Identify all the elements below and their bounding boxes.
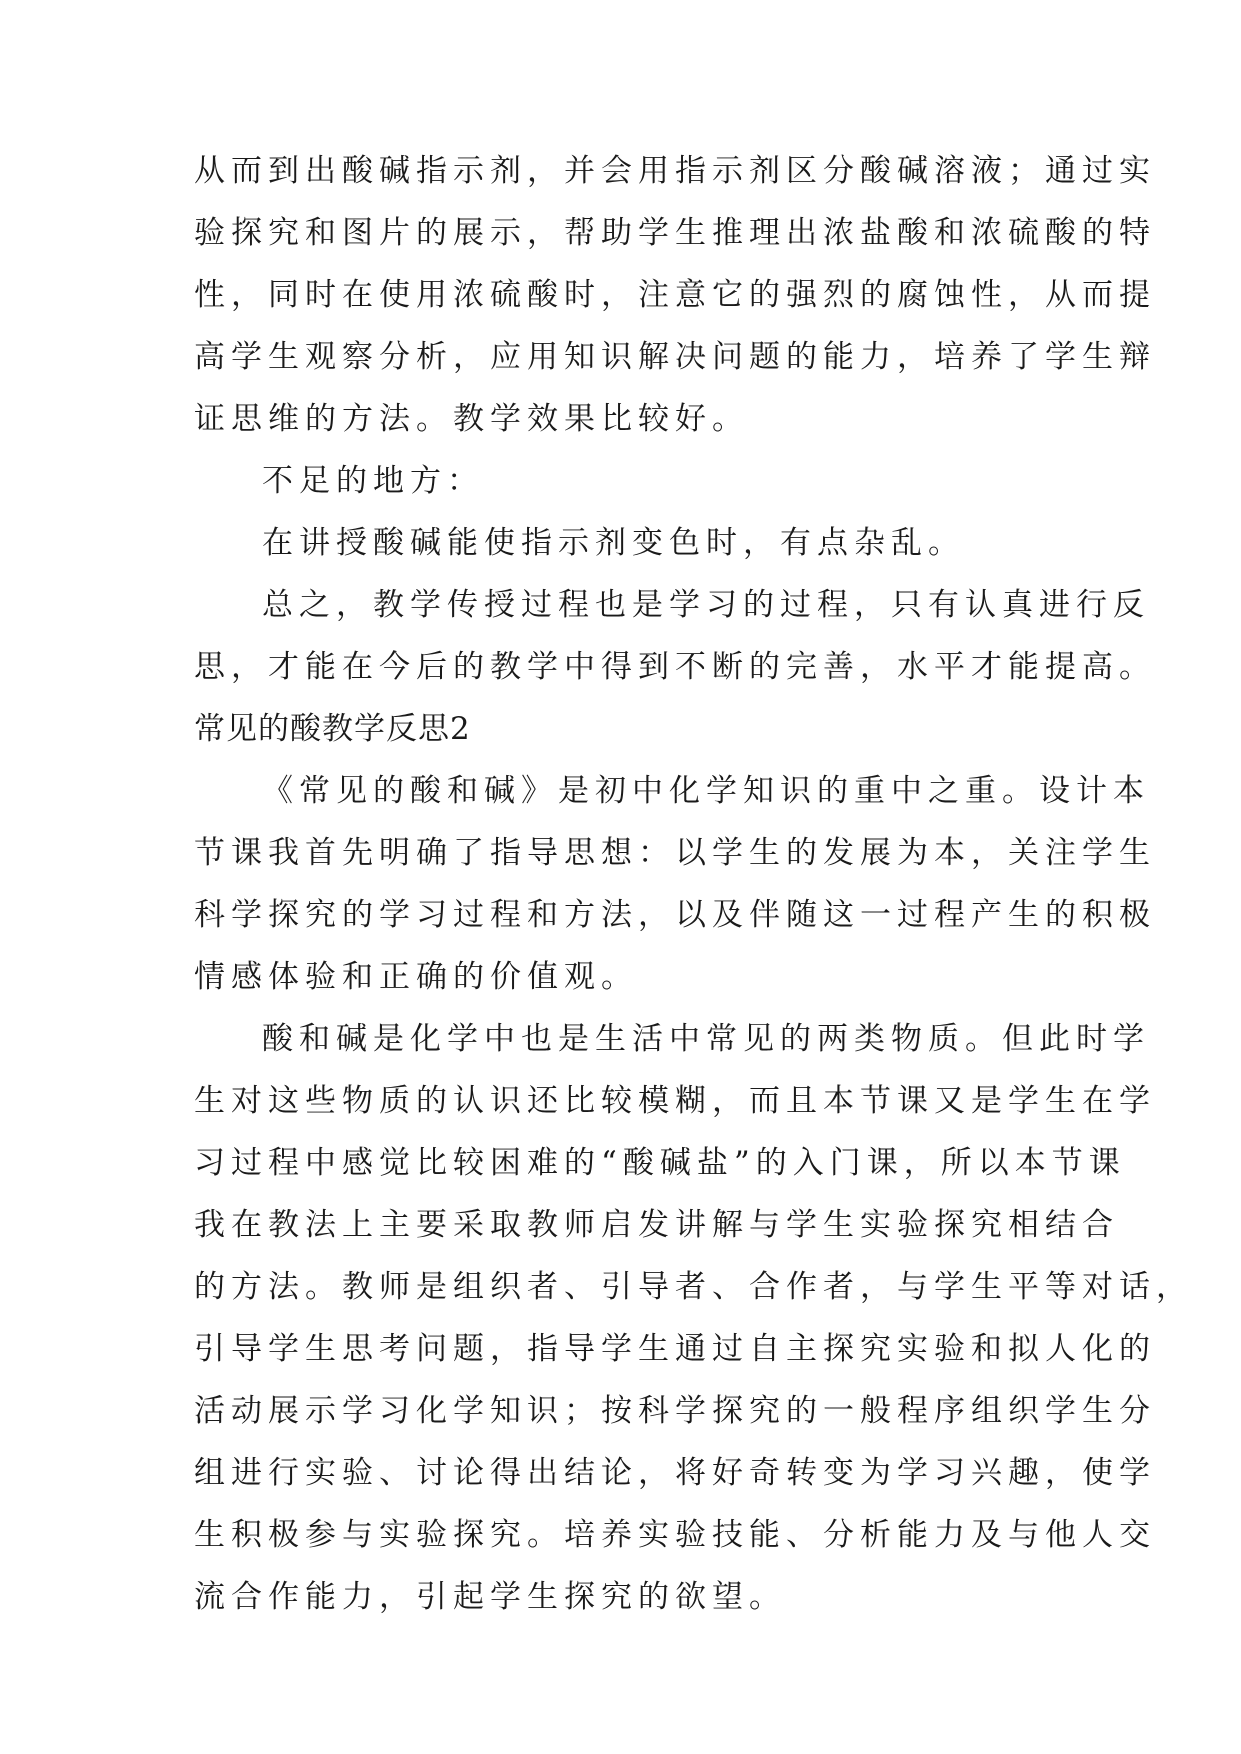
text-line: 性，同时在使用浓硫酸时，注意它的强烈的腐蚀性，从而提 — [194, 277, 1156, 313]
text-line: 酸和碱是化学中也是生活中常见的两类物质。但此时学 — [262, 1021, 1150, 1057]
section-heading: 常见的酸教学反思2 — [194, 711, 471, 747]
text-line: 生积极参与实验探究。培养实验技能、分析能力及与他人交 — [194, 1517, 1156, 1553]
text-line: 在讲授酸碱能使指示剂变色时，有点杂乱。 — [262, 525, 965, 561]
text-line: 引导学生思考问题，指导学生通过自主探究实验和拟人化的 — [194, 1331, 1156, 1367]
text-line: 习过程中感觉比较困难的“酸碱盐”的入门课，所以本节课 — [194, 1145, 1126, 1181]
text-line: 组进行实验、讨论得出结论，将好奇转变为学习兴趣，使学 — [194, 1455, 1156, 1491]
text-line: 思，才能在今后的教学中得到不断的完善，水平才能提高。 — [194, 649, 1156, 685]
text-line: 《常见的酸和碱》是初中化学知识的重中之重。设计本 — [262, 773, 1150, 809]
text-line: 验探究和图片的展示，帮助学生推理出浓盐酸和浓硫酸的特 — [194, 215, 1156, 251]
text-line: 科学探究的学习过程和方法，以及伴随这一过程产生的积极 — [194, 897, 1156, 933]
text-line: 我在教法上主要采取教师启发讲解与学生实验探究相结合 — [194, 1207, 1119, 1243]
text-line: 情感体验和正确的价值观。 — [194, 959, 638, 995]
document-body — [194, 140, 1193, 1628]
text-line: 生对这些物质的认识还比较模糊，而且本节课又是学生在学 — [194, 1083, 1156, 1119]
text-line: 节课我首先明确了指导思想：以学生的发展为本，关注学生 — [194, 835, 1156, 871]
text-line: 从而到出酸碱指示剂，并会用指示剂区分酸碱溶液；通过实 — [194, 153, 1156, 189]
text-line: 总之，教学传授过程也是学习的过程，只有认真进行反 — [262, 587, 1150, 623]
text-line: 不足的地方： — [262, 463, 484, 499]
text-line: 证思维的方法。教学效果比较好。 — [194, 401, 749, 437]
text-line: 高学生观察分析，应用知识解决问题的能力，培养了学生辩 — [194, 339, 1156, 375]
text-line: 的方法。教师是组织者、引导者、合作者，与学生平等对话， — [194, 1269, 1193, 1305]
text-line: 活动展示学习化学知识；按科学探究的一般程序组织学生分 — [194, 1393, 1156, 1429]
text-line: 流合作能力，引起学生探究的欲望。 — [194, 1579, 786, 1615]
